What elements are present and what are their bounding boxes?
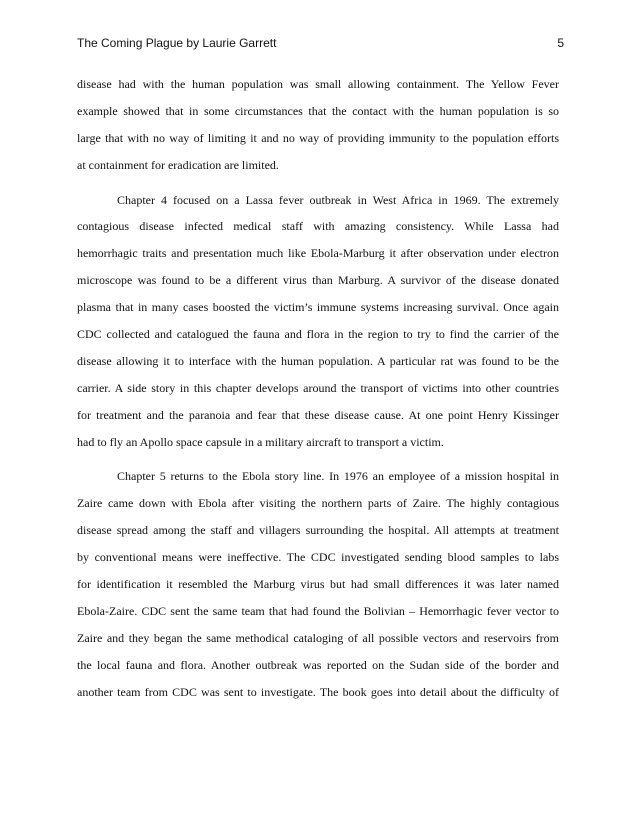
text-line: carrier. A side story in this chapter develops around the transport of victims into other countries [77, 380, 559, 395]
text-line: contagious disease infected medical staff with amazing consistency. While Lassa had [77, 219, 559, 234]
text-line: disease had with the human population was small allowing containment. The Yellow Fever [77, 77, 559, 91]
paragraph-2 [77, 187, 559, 456]
text-line: the local fauna and flora. Another outbreak was reported on the Sudan side of the border and [77, 657, 559, 672]
text-line: Ebola-Zaire. CDC sent the same team that had found the Bolivian – Hemorrhagic fever vector to [77, 603, 559, 618]
text-line: microscope was found to be a different virus than Marburg. A survivor of the disease donated [77, 273, 559, 288]
body-text [77, 71, 559, 705]
text-line: hemorrhagic traits and presentation much like Ebola-Marburg it after observation under electron [77, 246, 559, 261]
page-number: 5 [557, 36, 564, 50]
paragraph-1 [77, 71, 559, 179]
text-line: Zaire and they began the same methodical cataloging of all possible vectors and reservoirs from [77, 630, 559, 645]
text-line: Chapter 5 returns to the Ebola story line. In 1976 an employee of a mission hospital in [117, 469, 559, 484]
text-line: disease spread among the staff and villagers surrounding the hospital. All attempts at treatment [77, 523, 559, 538]
text-line: for identification it resembled the Marburg virus but had small differences it was later named [77, 577, 559, 592]
text-line: Chapter 4 focused on a Lassa fever outbreak in West Africa in 1969. The extremely [117, 192, 559, 207]
text-line: example showed that in some circumstances that the contact with the human population is so [77, 103, 559, 118]
text-line: for treatment and the paranoia and fear that these disease cause. At one point Henry Kissinger [77, 407, 559, 422]
text-line: another team from CDC was sent to investigate. The book goes into detail about the difficulty of [77, 684, 559, 699]
text-line: disease allowing it to interface with the human population. A particular rat was found to be the [77, 353, 559, 368]
paragraph-3 [77, 463, 559, 705]
text-line: plasma that in many cases boosted the victim’s immune systems increasing survival. Once again [77, 300, 559, 315]
text-line: Zaire came down with Ebola after visiting the northern parts of Zaire. The highly contagious [77, 496, 559, 511]
text-line: CDC collected and catalogued the fauna and flora in the region to try to find the carrier of the [77, 327, 559, 342]
running-header [77, 33, 564, 53]
text-line: large that with no way of limiting it and no way of providing immunity to the population efforts [77, 130, 559, 145]
text-line: had to fly an Apollo space capsule in a military aircraft to transport a victim. [77, 434, 444, 449]
text-line: by conventional means were ineffective. The CDC investigated sending blood samples to labs [77, 550, 559, 565]
text-line: at containment for eradication are limited. [77, 157, 279, 172]
header-title: The Coming Plague by Laurie Garrett [77, 36, 277, 50]
